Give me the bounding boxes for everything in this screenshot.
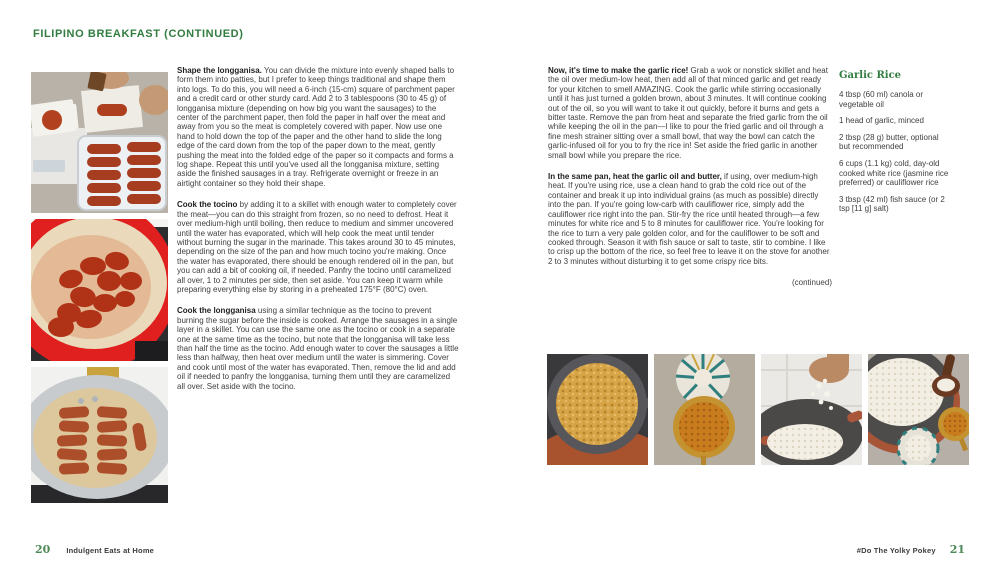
paragraph-body: using a similar technique as the tocino to prevent burning the sugar before the inside is cooked. Arrange the sausages in a single layer in a skillet. You can use the same one as the tocino or cook in a separate one at the same time as the tocino, but note that the longganisa will take less than half the time as the tocino. Add enough water to cover the sausages a little less than halfway, then heat over medium until the water is simmering. Cover and cook until most of the water has evaporated. Then, remove the lid and add oil if needed to panfry the longganisa, turning them until they are caramelized all over. Set aside with the tocino. <box>177 306 459 391</box>
photo-shaping-longganisa-art <box>31 72 168 213</box>
photo-finished-garlic-rice-art <box>868 354 969 465</box>
paragraph-lead: Shape the longganisa. <box>177 66 262 75</box>
photo-cooking-tocino <box>31 219 168 361</box>
recipe-title: Garlic Rice <box>839 70 902 81</box>
photo-frying-garlic-art <box>547 354 648 465</box>
photo-finished-garlic-rice <box>868 354 969 465</box>
paragraph-lead: In the same pan, heat the garlic oil and butter, <box>548 172 722 182</box>
photo-frying-garlic <box>547 354 648 465</box>
photo-panfrying-longganisa-art <box>31 367 168 503</box>
chapter-hashtag: #Do The Yolky Pokey <box>856 546 936 555</box>
page-title: FILIPINO BREAKFAST (CONTINUED) <box>33 28 244 40</box>
photo-shaping-longganisa <box>31 72 168 213</box>
book-title: Indulgent Eats at Home <box>66 546 155 555</box>
photo-straining-garlic <box>654 354 755 465</box>
paragraph-make-garlic-rice <box>548 66 832 160</box>
ingredients-sidebar <box>839 70 951 221</box>
right-page-footer <box>857 543 965 556</box>
ingredient-item: 6 cups (1.1 kg) cold, day-old cooked white rice (jasmine rice preferred) or cauliflower rice <box>839 158 949 188</box>
right-page-number: 21 <box>949 543 965 556</box>
paragraph-body: if using, over medium-high heat. If you're using rice, use a clean hand to grab the cold rice out of the container and break it up into individual grains (as much as possible) directly into the pan. If you're going low-carb with cauliflower rice, simply add the cauliflower rice right into the pan. Stir-fry the rice until heated through—a few minutes for white rice and 5 to 8 minutes for cauliflower rice. You're looking for the rice to turn a very pale golden color, and for the cauliflower to be soft and cooked through. Season it with fish sauce or salt to taste, stir to combine. I like to crisp up the bottom of the rice, so feel free to leave it on the stove for another 2 to 3 minutes without disturbing it to get some crispy rice bits. <box>548 172 830 266</box>
photo-cooking-tocino-art <box>31 219 168 361</box>
paragraph-cook-tocino <box>177 200 459 294</box>
left-photo-column <box>31 72 168 503</box>
paragraph-body: You can divide the mixture into evenly shaped balls to form them into patties, but I prefer to keep things traditional and shape them into logs. To do this, you will need a 6-inch (15-cm) square of parchment paper and a credit card or other sturdy card. Add 2 to 3 tablespoons (30 to 45 g) of longganisa mixture (depending on how big you want the sausages) to the center of the parchment paper, then fold the paper in half over the meat and away from you so the meat is completely covered with paper. Now use one hand to hold down the top of the paper and the other hand to slide the long edge of the card down from the top of the paper down to the meat, gently pushing the meat into the folded edge of the paper so it compacts and forms a log shape. Repeat this until you've used all the longganisa mixture, setting aside the finished sausages in a tray. Refrigerate overnight or freeze in an airtight container so they hold their shape. <box>177 66 455 188</box>
paragraph-lead: Cook the tocino <box>177 200 238 210</box>
paragraph-fry-rice <box>548 172 832 266</box>
ingredient-item: 3 tbsp (42 ml) fish sauce (or 2 tsp [11 g] salt) <box>839 194 945 214</box>
right-photo-strip <box>547 354 969 465</box>
continued-note: (continued) <box>791 278 832 288</box>
photo-adding-rice <box>761 354 862 465</box>
ingredient-item: 2 tbsp (28 g) butter, optional but recommended <box>839 132 939 152</box>
paragraph-body: Grab a wok or nonstick skillet and heat the oil over medium-low heat, then add all of that minced garlic and get ready for your kitchen to smell AMAZING. Cook the garlic while stirring occasionally until it has just turned a golden brown, about 3 minutes. It will continue cooking out of the oil, so you will want to take it out quickly, before it burns and gets a bitter taste. Remove the pan from heat and separate the fried garlic from the oil while keeping the oil in the pan—I like to pour the fried garlic and oil through a fine mesh strainer sitting over a small bowl, that way the bowl can catch the garlic-infused oil for you to fry the rice in! Set aside the fried garlic in another small bowl while you prepare the rice. <box>548 66 828 160</box>
photo-straining-garlic-art <box>654 354 755 465</box>
photo-panfrying-longganisa <box>31 367 168 503</box>
paragraph-body: by adding it to a skillet with enough water to completely cover the meat—you can do this straight from frozen, so no need to defrost. Heat it over medium-high until boiling, then reduce to medium and simmer uncovered until the water has evaporated, which will help cook the meat until tender without burning the sugar in the marinade. This takes around 30 to 45 minutes, depending on the size of the pan and how much tocino you're making. Once the water has evaporated, there should be enough rendered oil in the pan, but you can add a bit of cooking oil, if needed. Panfry the tocino until caramelized all over, 1 to 2 minutes per side, then set aside. You can keep it warm while preparing everything else by storing in a preheated 175°F (80°C) oven. <box>177 200 457 294</box>
paragraph-shape-longganisa <box>177 66 459 188</box>
left-text-column <box>177 66 459 403</box>
ingredient-item: 4 tbsp (60 ml) canola or vegetable oil <box>839 90 924 109</box>
paragraph-lead: Now, it's time to make the garlic rice! <box>548 66 689 75</box>
photo-adding-rice-art <box>761 354 862 465</box>
paragraph-lead: Cook the longganisa <box>177 306 256 316</box>
ingredient-item: 1 head of garlic, minced <box>839 116 924 126</box>
paragraph-cook-longganisa <box>177 306 459 391</box>
left-page-number: 20 <box>35 543 51 556</box>
left-page-footer <box>35 543 154 556</box>
right-text-column <box>548 66 832 288</box>
